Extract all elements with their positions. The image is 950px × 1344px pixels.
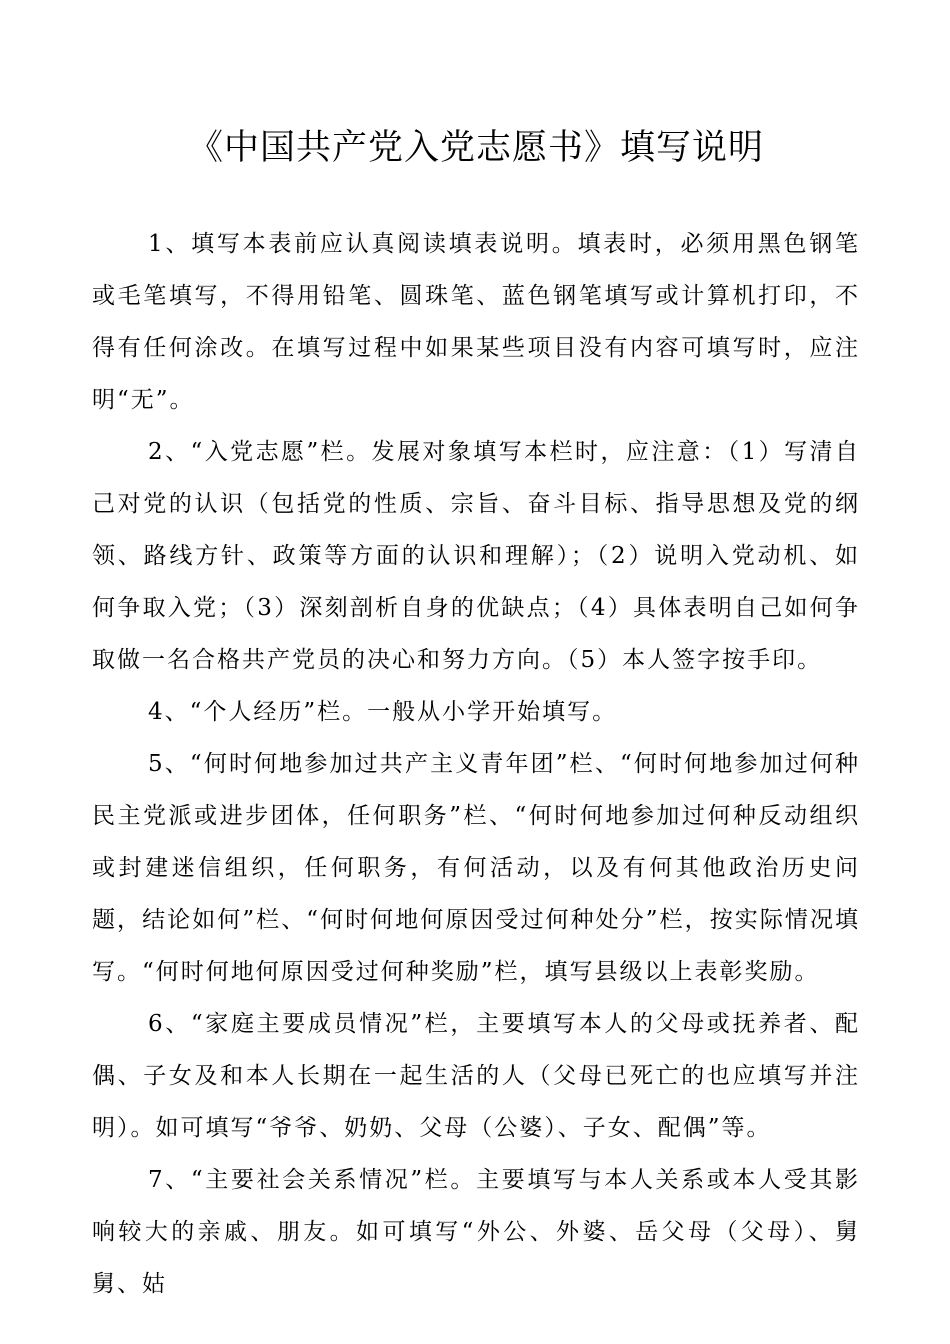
paragraph-2: 2、“入党志愿”栏。发展对象填写本栏时，应注意：（1）写清自己对党的认识（包括党的性质、宗旨、奋斗目标、指导思想及党的纲领、路线方针、政策等方面的认识和理解）；（2）说明入党动机、如何争取入党；（3）深刻剖析自身的优缺点；（4）具体表明自己如何争取做一名合格共产党员的决心和努力方向。（5）本人签字按手印。 xyxy=(92,439,860,673)
paragraph-7: 7、“主要社会关系情况”栏。主要填写与本人关系或本人受其影响较大的亲戚、朋友。如可填写“外公、外婆、岳父母（父母）、舅舅、姑 xyxy=(92,1167,860,1297)
paragraph-1: 1、填写本表前应认真阅读填表说明。填表时，必须用黑色钢笔或毛笔填写，不得用铅笔、圆珠笔、蓝色钢笔填写或计算机打印，不得有任何涂改。在填写过程中如果某些项目没有内容可填写时，应注明“无”。 xyxy=(92,231,860,413)
paragraph-4: 4、“个人经历”栏。一般从小学开始填写。 xyxy=(148,699,618,725)
document-page xyxy=(92,118,860,1310)
paragraph-6: 6、“家庭主要成员情况”栏，主要填写本人的父母或抚养者、配偶、子女及和本人长期在一起生活的人（父母已死亡的也应填写并注明）。如可填写“爷爷、奶奶、父母（公婆）、子女、配偶”等。 xyxy=(92,1011,860,1141)
paragraph-5: 5、“何时何地参加过共产主义青年团”栏、“何时何地参加过何种民主党派或进步团体，任何职务”栏、“何时何地参加过何种反动组织或封建迷信组织，任何职务，有何活动，以及有何其他政治历史问题，结论如何”栏、“何时何地何原因受过何种处分”栏，按实际情况填写。“何时何地何原因受过何种奖励”栏，填写县级以上表彰奖励。 xyxy=(92,751,860,985)
document-title: 《中国共产党入党志愿书》填写说明 xyxy=(187,128,764,168)
